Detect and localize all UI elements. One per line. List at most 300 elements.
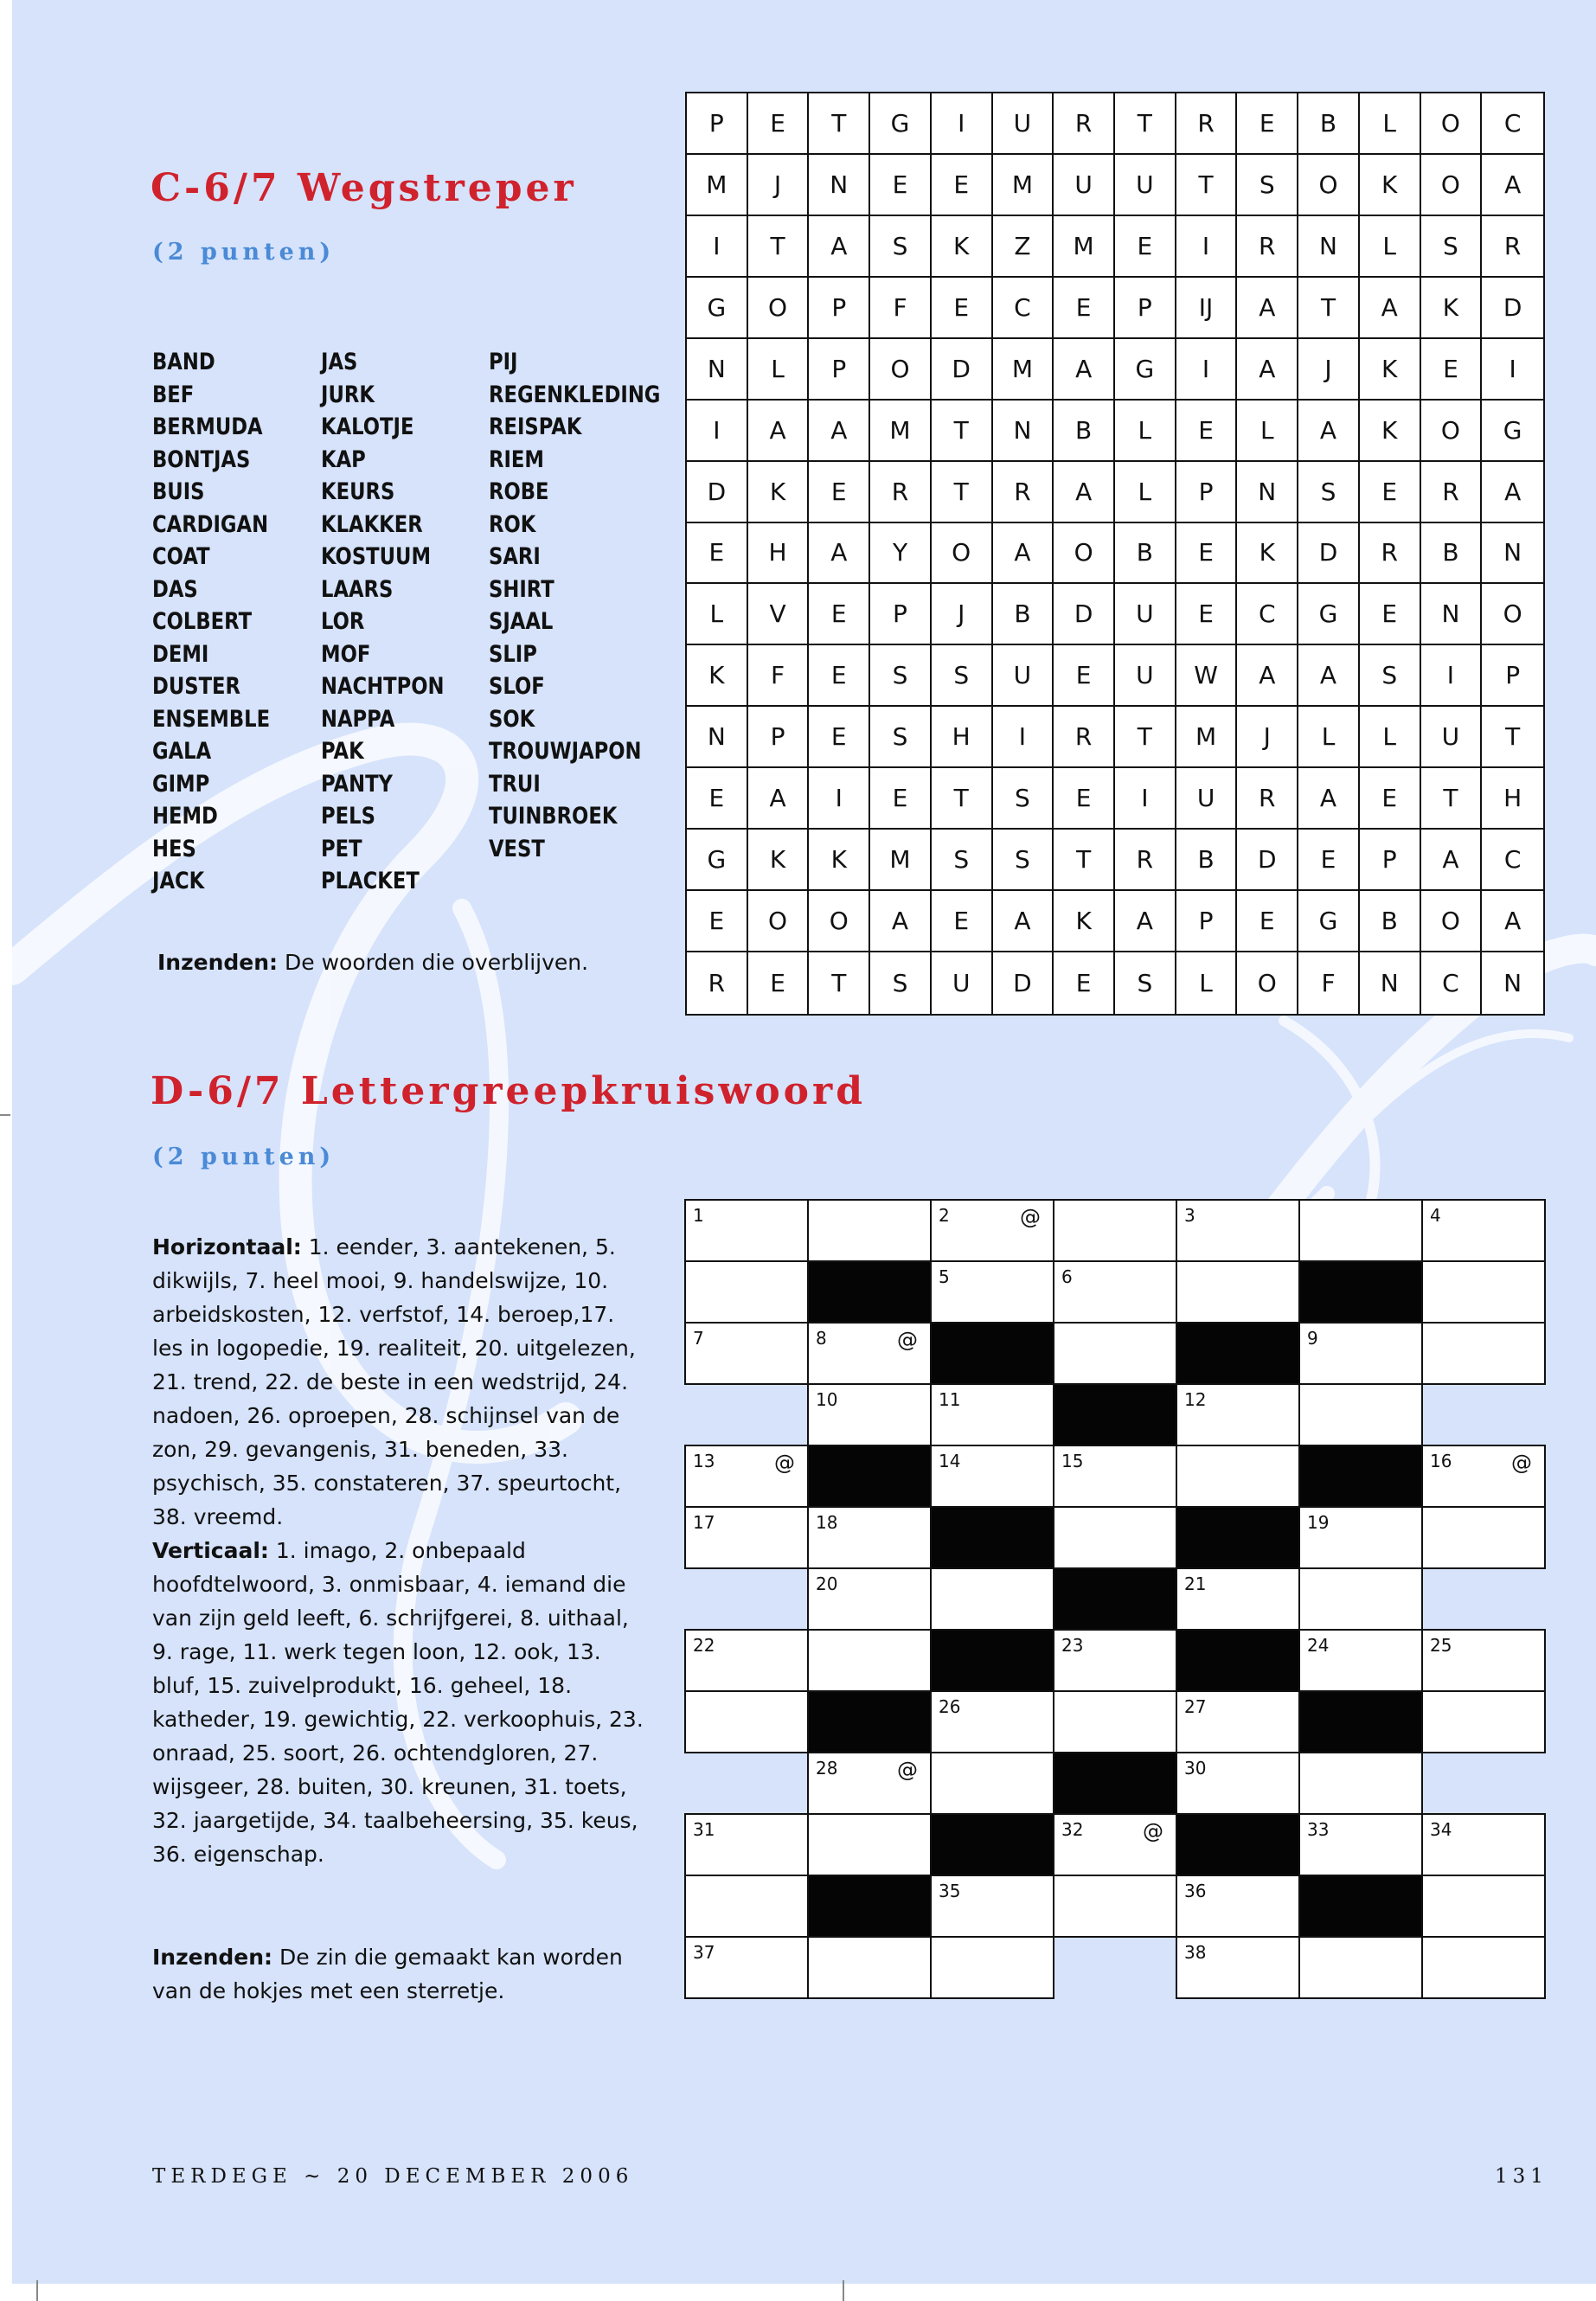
wordsearch-cell: S (870, 952, 932, 1014)
word-list-item: RIEM (489, 445, 544, 473)
wordsearch-cell: Z (993, 216, 1054, 278)
wordsearch-cell: S (993, 768, 1054, 830)
crossword-black-cell (807, 1690, 932, 1753)
word-list-item: HEMD (152, 803, 218, 830)
crossword-cell[interactable] (684, 1629, 809, 1692)
wordsearch-cell: D (687, 462, 748, 523)
wordsearch-cell: E (1360, 584, 1421, 645)
wordsearch-cell: S (993, 830, 1054, 891)
wordsearch-cell: B (1421, 523, 1483, 585)
wordsearch-cell: L (748, 339, 810, 401)
clue-number: 31 (693, 1819, 715, 1840)
crossword-cell[interactable] (807, 1322, 932, 1385)
word-list-item: SOK (489, 705, 535, 733)
crossword-cell[interactable] (930, 1199, 1054, 1262)
wordsearch-cell: A (1421, 830, 1483, 891)
wordsearch-cell: I (1115, 768, 1176, 830)
word-list-item: LOR (321, 608, 365, 635)
wordsearch-cell: E (932, 891, 993, 952)
wordsearch-cell: T (932, 401, 993, 462)
wordsearch-cell: P (1176, 462, 1238, 523)
star-marker-icon: @ (1511, 1451, 1532, 1475)
word-list-item: COAT (152, 543, 210, 570)
wordsearch-cell: A (1237, 339, 1298, 401)
crossword-cell[interactable] (1298, 1322, 1423, 1385)
wordsearch-cell: R (1054, 707, 1115, 768)
clue-number: 34 (1430, 1819, 1452, 1840)
wordsearch-cell: E (748, 952, 810, 1014)
wordsearch-cell: M (1054, 216, 1115, 278)
crossword-title: D-6/7 Lettergreepkruiswoord (151, 1069, 866, 1113)
wordsearch-cell: E (687, 768, 748, 830)
crossword-black-cell (1053, 1383, 1177, 1446)
crossword-cell[interactable] (684, 1322, 809, 1385)
wordsearch-cell: N (1360, 952, 1421, 1014)
vertical-clues: 1. imago, 2. onbepaald hoofdtelwoord, 3. onmisbaar, 4. iemand die van zijn geld leeft, 6. schrijfgerei, 8. uithaal, 9. rage, 11. werk tegen loon, 12. ook, 13. bluf, 15. zuivelprodukt, 16. geheel, 18. katheder, 19. gewichtig, 22. verkoophuis, 23. onraad, 25. soort, 26. ochtendgloren, 27. wijsgeer, 28. buiten, 30. kreunen, 31. toets, 32. jaargetijde, 34. taalbeheersing, 35. keus, 36. eigenschap. (152, 1538, 644, 1867)
word-list-item: PANTY (321, 770, 393, 798)
wordsearch-cell: N (809, 155, 870, 216)
clue-number: 6 (1061, 1266, 1073, 1287)
wordsearch-cell: T (1482, 707, 1543, 768)
crossword-black-cell (930, 1322, 1054, 1385)
crossword-cell[interactable] (1176, 1567, 1300, 1631)
wordsearch-cell: I (687, 401, 748, 462)
wordsearch-cell: O (932, 523, 993, 585)
word-list-item: JURK (321, 381, 375, 408)
wordsearch-cell: O (870, 339, 932, 401)
crop-mark (36, 2280, 38, 2301)
word-list-column-1 (152, 346, 292, 898)
clue-number: 16 (1430, 1451, 1452, 1471)
wordsearch-cell: M (1176, 707, 1238, 768)
word-list-item: GALA (152, 738, 212, 765)
wordsearch-cell: R (1421, 462, 1483, 523)
crossword-cell[interactable] (1298, 1199, 1423, 1262)
word-list-item: BUIS (152, 478, 205, 505)
clue-number: 20 (816, 1574, 838, 1594)
wordsearch-cell: U (1176, 768, 1238, 830)
crossword-black-cell (807, 1260, 932, 1324)
star-marker-icon: @ (1020, 1205, 1041, 1229)
wordsearch-cell: I (932, 93, 993, 155)
wordsearch-cell: D (993, 952, 1054, 1014)
word-list-item: SJAAL (489, 608, 554, 635)
wordsearch-cell: K (687, 645, 748, 707)
wordsearch-cell: E (1360, 768, 1421, 830)
clue-number: 1 (693, 1205, 704, 1226)
crossword-cell[interactable] (684, 1199, 809, 1262)
crossword-cell[interactable] (684, 1936, 809, 1999)
wordsearch-cell: E (809, 707, 870, 768)
crossword-cell[interactable] (684, 1445, 809, 1508)
crossword-cell[interactable] (684, 1506, 809, 1569)
submit-text: De woorden die overblijven. (278, 950, 589, 975)
clue-number: 26 (939, 1696, 961, 1717)
wordsearch-cell: K (932, 216, 993, 278)
word-list-item: REISPAK (489, 413, 582, 440)
wordsearch-cell: O (748, 278, 810, 339)
clue-number: 5 (939, 1266, 950, 1287)
clue-number: 3 (1184, 1205, 1195, 1226)
crossword-cell[interactable] (807, 1752, 932, 1815)
wordsearch-cell: G (1298, 584, 1360, 645)
wordsearch-cell: M (993, 339, 1054, 401)
wordsearch-cell: E (870, 155, 932, 216)
clue-number: 8 (816, 1328, 827, 1349)
clue-number: 24 (1307, 1635, 1330, 1656)
crossword-cell[interactable] (684, 1813, 809, 1876)
clue-number: 27 (1184, 1696, 1207, 1717)
wordsearch-cell: A (1237, 278, 1298, 339)
wordsearch-cell: E (748, 93, 810, 155)
wordsearch-cell: N (993, 401, 1054, 462)
wordsearch-cell: A (748, 401, 810, 462)
wordsearch-cell: P (1176, 891, 1238, 952)
wordsearch-cell: O (1298, 155, 1360, 216)
word-list-item: KALOTJE (321, 413, 414, 440)
wordsearch-cell: E (1421, 339, 1483, 401)
crossword-cell[interactable] (1053, 1260, 1177, 1324)
wordsearch-cell: L (1237, 401, 1298, 462)
wordsearch-cell: C (1421, 952, 1483, 1014)
wordsearch-cell: V (748, 584, 810, 645)
clue-number: 38 (1184, 1942, 1207, 1963)
wordsearch-cell: L (1115, 462, 1176, 523)
wordsearch-cell: E (809, 462, 870, 523)
word-list-item: BONTJAS (152, 445, 251, 473)
crossword-cell[interactable] (1176, 1445, 1300, 1508)
word-list-item: NACHTPON (321, 673, 445, 700)
word-list-item: PIJ (489, 349, 518, 375)
crossword-cell[interactable] (1053, 1629, 1177, 1692)
wordsearch-cell: T (1421, 768, 1483, 830)
crossword-cell[interactable] (1053, 1875, 1177, 1938)
wordsearch-cell: L (1360, 93, 1421, 155)
star-marker-icon: @ (897, 1758, 918, 1782)
crossword-cell[interactable] (807, 1629, 932, 1692)
word-list-item: REGENKLEDING (489, 381, 661, 408)
wordsearch-cell: E (687, 523, 748, 585)
wordsearch-cell: T (932, 462, 993, 523)
wordsearch-cell: T (1054, 830, 1115, 891)
wordsearch-cell: N (1237, 462, 1298, 523)
crossword-black-cell (1298, 1690, 1423, 1753)
wordsearch-cell: P (809, 278, 870, 339)
wordsearch-cell: A (870, 891, 932, 952)
wordsearch-cell: A (1360, 278, 1421, 339)
wordsearch-cell: R (1482, 216, 1543, 278)
clue-number: 9 (1307, 1328, 1318, 1349)
clue-number: 2 (939, 1205, 950, 1226)
wordsearch-cell: T (809, 93, 870, 155)
crossword-cell[interactable] (1176, 1875, 1300, 1938)
wordsearch-cell: A (809, 216, 870, 278)
crossword-cell[interactable] (1298, 1813, 1423, 1876)
crossword-cell[interactable] (1421, 1322, 1546, 1385)
crossword-cell[interactable] (1176, 1383, 1300, 1446)
wordsearch-cell: I (1482, 339, 1543, 401)
star-marker-icon: @ (897, 1328, 918, 1352)
crossword-black-cell (1176, 1506, 1300, 1569)
crossword-cell[interactable] (807, 1383, 932, 1446)
crossword-cell[interactable] (684, 1690, 809, 1753)
wordsearch-cell: E (1176, 584, 1238, 645)
wordsearch-cell: O (1237, 952, 1298, 1014)
crossword-cell[interactable] (930, 1567, 1054, 1631)
wordsearch-cell: E (1054, 645, 1115, 707)
clue-number: 11 (939, 1389, 961, 1410)
wordsearch-cell: P (1360, 830, 1421, 891)
crossword-cell[interactable] (1421, 1629, 1546, 1692)
wordsearch-cell: I (809, 768, 870, 830)
wordsearch-cell: C (1237, 584, 1298, 645)
wordsearch-cell: F (870, 278, 932, 339)
crossword-cell[interactable] (807, 1936, 932, 1999)
word-list-item: SLOF (489, 673, 545, 700)
wordsearch-cell: M (870, 830, 932, 891)
wordsearch-cell: P (1115, 278, 1176, 339)
wordsearch-cell: J (1237, 707, 1298, 768)
clue-number: 33 (1307, 1819, 1330, 1840)
wordsearch-cell: R (1237, 216, 1298, 278)
word-list-item: KEURS (321, 478, 395, 505)
wordsearch-cell: G (1298, 891, 1360, 952)
crossword-submit-instruction (152, 1940, 645, 2008)
wordsearch-cell: E (1176, 401, 1238, 462)
wordsearch-cell: U (1115, 155, 1176, 216)
wordsearch-cell: K (1360, 401, 1421, 462)
wordsearch-cell: H (748, 523, 810, 585)
crossword-cell[interactable] (1298, 1752, 1423, 1815)
wordsearch-cell: K (809, 830, 870, 891)
wordsearch-cell: C (1482, 830, 1543, 891)
crossword-cell[interactable] (1053, 1690, 1177, 1753)
crossword-cell[interactable] (807, 1813, 932, 1876)
wordsearch-cell: N (1503, 969, 1522, 998)
crossword-cell[interactable] (930, 1875, 1054, 1938)
crossword-cell[interactable] (1053, 1445, 1177, 1508)
crossword-cell[interactable] (930, 1690, 1054, 1753)
wordsearch-cell: I (1176, 339, 1238, 401)
wordsearch-cell: R (870, 462, 932, 523)
wordsearch-cell: U (1421, 707, 1483, 768)
star-marker-icon: @ (1143, 1819, 1163, 1843)
crossword-cell[interactable] (1421, 1813, 1546, 1876)
word-list-item: PAK (321, 738, 364, 765)
wordsearch-cell: R (1115, 830, 1176, 891)
crossword-cell[interactable] (1053, 1506, 1177, 1569)
wordsearch-cell: B (1176, 830, 1238, 891)
word-list-item: PLACKET (321, 868, 420, 894)
wordsearch-cell: R (1054, 93, 1115, 155)
wordsearch-cell: K (1360, 339, 1421, 401)
crossword-cell[interactable] (1421, 1690, 1546, 1753)
crossword-cell[interactable] (1053, 1813, 1177, 1876)
star-marker-icon: @ (774, 1451, 795, 1475)
wordsearch-cell: R (1360, 523, 1421, 585)
crossword-cell[interactable] (807, 1506, 932, 1569)
wordsearch-cell: A (1482, 891, 1543, 952)
word-list-item: MOF (321, 640, 371, 668)
word-list-item: HES (152, 835, 196, 862)
word-list-item: JACK (152, 868, 205, 894)
wordsearch-cell: E (1237, 93, 1298, 155)
word-list-item: KOSTUUM (321, 543, 432, 570)
horizontal-clues: 1. eender, 3. aantekenen, 5. dikwijls, 7. heel mooi, 9. handelswijze, 10. arbeidskosten, 12. verfstof, 14. beroep,17. les in logopedie, 19. realiteit, 20. uitgelezen, 21. trend, 22. de beste in een wedstrijd, 24. nadoen, 26. oproepen, 28. schijnsel van de zon, 29. gevangenis, 31. beneden, 33. psychisch, 35. constateren, 37. speurtocht, 38. vreemd. (152, 1234, 636, 1529)
crossword-cell[interactable] (1421, 1936, 1546, 1999)
wordsearch-cell: S (870, 216, 932, 278)
wordsearch-cell: J (1298, 339, 1360, 401)
wordsearch-cell: S (1298, 462, 1360, 523)
wordsearch-cell: E (870, 768, 932, 830)
clue-number: 13 (693, 1451, 715, 1471)
wordsearch-cell: K (1054, 891, 1115, 952)
wordsearch-cell: P (809, 339, 870, 401)
clue-number: 19 (1307, 1512, 1330, 1533)
wordsearch-cell: U (932, 952, 993, 1014)
wordsearch-cell: D (1237, 830, 1298, 891)
clue-number: 36 (1184, 1881, 1207, 1901)
word-list-item: SARI (489, 543, 541, 570)
crossword-black-cell (1298, 1875, 1423, 1938)
wordsearch-cell: T (1298, 278, 1360, 339)
crossword-black-cell (1053, 1752, 1177, 1815)
crossword-cell[interactable] (1421, 1260, 1546, 1324)
wordsearch-cell: O (809, 891, 870, 952)
wordsearch-cell: O (748, 891, 810, 952)
crossword-cell[interactable] (1176, 1690, 1300, 1753)
clue-number: 12 (1184, 1389, 1207, 1410)
crossword-cell[interactable] (1421, 1445, 1546, 1508)
wordsearch-cell: I (1421, 645, 1483, 707)
wordsearch-cell: S (932, 645, 993, 707)
wordsearch-title: C-6/7 Wegstreper (151, 166, 577, 210)
wordsearch-cell: E (1054, 768, 1115, 830)
wordsearch-cell: D (1298, 523, 1360, 585)
wordsearch-cell: S (932, 830, 993, 891)
word-list-item: SHIRT (489, 575, 554, 603)
wordsearch-cell: J (932, 584, 993, 645)
wordsearch-cell: E (1054, 278, 1115, 339)
crossword-cell[interactable] (1421, 1199, 1546, 1262)
wordsearch-cell: A (809, 523, 870, 585)
word-list-item: LAARS (321, 575, 394, 603)
wordsearch-cell: H (932, 707, 993, 768)
wordsearch-cell: C (1482, 93, 1543, 155)
crossword-cell[interactable] (1053, 1322, 1177, 1385)
crossword-cell[interactable] (930, 1383, 1054, 1446)
wordsearch-cell: O (1054, 523, 1115, 585)
crossword-cell[interactable] (1053, 1199, 1177, 1262)
wordsearch-cell: A (1054, 462, 1115, 523)
wordsearch-cell: H (1482, 768, 1543, 830)
crossword-black-cell (807, 1875, 932, 1938)
horizontal-label: Horizontaal: (152, 1234, 302, 1259)
crossword-cell[interactable] (1298, 1383, 1423, 1446)
wordsearch-cell: G (687, 830, 748, 891)
word-list-item: KAP (321, 445, 366, 473)
crossword-cell[interactable] (930, 1936, 1054, 1999)
wordsearch-cell: E (687, 891, 748, 952)
crossword-cell[interactable] (684, 1260, 809, 1324)
clue-number: 32 (1061, 1819, 1084, 1840)
crossword-cell[interactable] (1176, 1260, 1300, 1324)
wordsearch-cell: A (1237, 645, 1298, 707)
crossword-cell[interactable] (1298, 1629, 1423, 1692)
wordsearch-cell: R (993, 462, 1054, 523)
crossword-cell[interactable] (1176, 1936, 1300, 1999)
crossword-cell[interactable] (807, 1567, 932, 1631)
wordsearch-cell: IJ (1176, 278, 1238, 339)
clue-number: 15 (1061, 1451, 1084, 1471)
wordsearch-cell: L (1298, 707, 1360, 768)
wordsearch-cell: C (993, 278, 1054, 339)
crossword-cell[interactable] (1421, 1875, 1546, 1938)
crossword-clues (152, 1230, 645, 1871)
crossword-cell[interactable] (930, 1445, 1054, 1508)
wordsearch-cell: O (1421, 401, 1483, 462)
word-list-item: ROBE (489, 478, 549, 505)
word-list-item: JAS (321, 349, 358, 375)
wordsearch-cell: A (1054, 339, 1115, 401)
word-list-item: ENSEMBLE (152, 705, 271, 733)
wordsearch-cell: E (1054, 952, 1115, 1014)
crossword-cell[interactable] (1421, 1506, 1546, 1569)
wordsearch-cell: M (993, 155, 1054, 216)
wordsearch-cell: M (687, 155, 748, 216)
wordsearch-cell: L (1176, 952, 1238, 1014)
footer-publication: TERDEGE ~ 20 DECEMBER 2006 (152, 2165, 634, 2188)
wordsearch-cell: D (1054, 584, 1115, 645)
vertical-label: Verticaal: (152, 1538, 269, 1563)
wordsearch-cell: T (1115, 707, 1176, 768)
wordsearch-cell: T (748, 216, 810, 278)
wordsearch-cell: G (870, 93, 932, 155)
word-list-column-3 (489, 346, 693, 865)
wordsearch-cell: O (1421, 891, 1483, 952)
crossword-cell[interactable] (1176, 1199, 1300, 1262)
clue-number: 22 (693, 1635, 715, 1656)
clue-number: 21 (1184, 1574, 1207, 1594)
wordsearch-cell: A (1298, 768, 1360, 830)
crossword-cell[interactable] (1176, 1752, 1300, 1815)
page-number: 131 (1495, 2165, 1548, 2188)
crossword-cell[interactable] (684, 1875, 809, 1938)
wordsearch-cell: E (932, 278, 993, 339)
wordsearch-cell: A (993, 891, 1054, 952)
crossword-cell[interactable] (930, 1752, 1054, 1815)
wordsearch-cell: I (1176, 216, 1238, 278)
clue-number: 17 (693, 1512, 715, 1533)
wordsearch-cell: U (1054, 155, 1115, 216)
crossword-cell[interactable] (1298, 1936, 1423, 1999)
crossword-cell[interactable] (1298, 1506, 1423, 1569)
clue-number: 37 (693, 1942, 715, 1963)
crossword-black-cell (1176, 1813, 1300, 1876)
crossword-cell[interactable] (1298, 1567, 1423, 1631)
word-list-item: DUSTER (152, 673, 241, 700)
word-list-item: BEF (152, 381, 195, 408)
crossword-black-cell (930, 1813, 1054, 1876)
wordsearch-cell: A (1482, 462, 1543, 523)
crossword-cell[interactable] (807, 1199, 932, 1262)
word-list-item: DEMI (152, 640, 209, 668)
clue-number: 18 (816, 1512, 838, 1533)
wordsearch-cell: A (809, 401, 870, 462)
wordsearch-cell: E (1237, 891, 1298, 952)
crossword-cell[interactable] (930, 1260, 1054, 1324)
wordsearch-cell: E (1176, 523, 1238, 585)
